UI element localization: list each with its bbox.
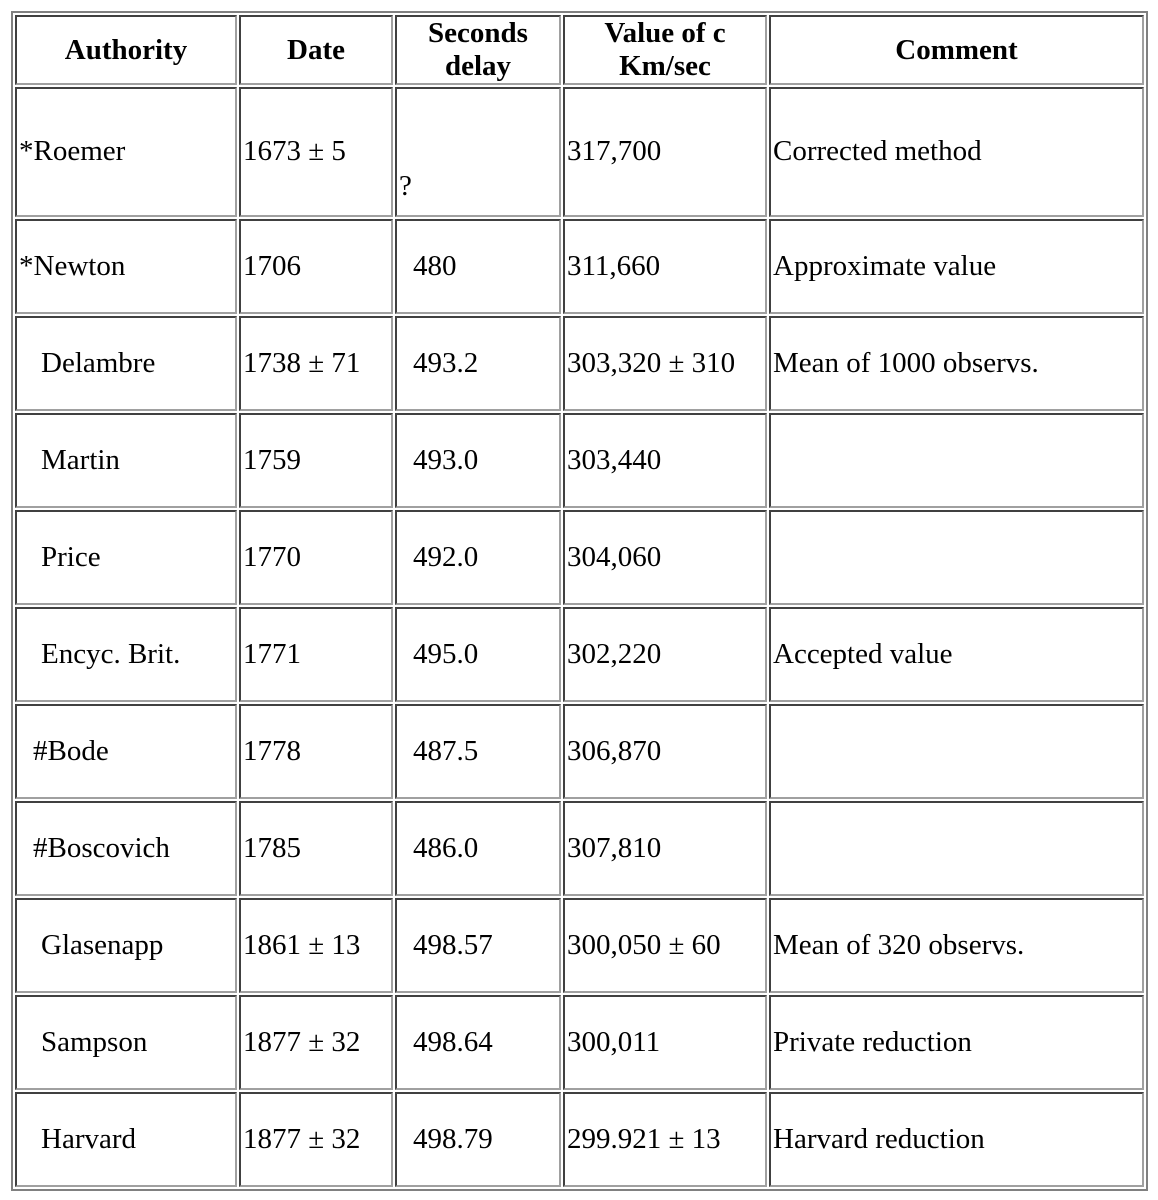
cell-date: 1738 ± 71	[239, 316, 393, 411]
table-row-encyc-brit	[15, 607, 1144, 702]
table-row-roemer	[15, 87, 1144, 217]
cell-authority: *Roemer	[15, 87, 237, 217]
cell-value: 304,060	[563, 510, 767, 605]
cell-authority: Martin	[15, 413, 237, 508]
cell-authority: *Newton	[15, 219, 237, 314]
cell-comment: Private reduction	[769, 995, 1144, 1090]
cell-authority: Delambre	[15, 316, 237, 411]
cell-delay: 492.0	[395, 510, 561, 605]
cell-value: 302,220	[563, 607, 767, 702]
header-authority: Authority	[15, 15, 237, 85]
cell-delay: 487.5	[395, 704, 561, 799]
table-row-price	[15, 510, 1144, 605]
cell-delay: 498.64	[395, 995, 561, 1090]
cell-date: 1771	[239, 607, 393, 702]
cell-authority: Sampson	[15, 995, 237, 1090]
header-value-line1: Value of c	[604, 17, 726, 49]
cell-delay: 495.0	[395, 607, 561, 702]
cell-delay: 493.2	[395, 316, 561, 411]
cell-value: 303,440	[563, 413, 767, 508]
table-row-newton	[15, 219, 1144, 314]
cell-delay: 493.0	[395, 413, 561, 508]
header-delay-line2: delay	[444, 50, 512, 82]
cell-value: 299.921 ± 13	[563, 1092, 767, 1187]
cell-value: 300,011	[563, 995, 767, 1090]
table-row-boscovich	[15, 801, 1144, 896]
header-delay	[395, 15, 561, 85]
cell-comment	[769, 510, 1144, 605]
table-row-bode	[15, 704, 1144, 799]
cell-delay: 498.79	[395, 1092, 561, 1187]
cell-value: 307,810	[563, 801, 767, 896]
table-row-delambre	[15, 316, 1144, 411]
cell-date: 1759	[239, 413, 393, 508]
cell-authority: #Bode	[15, 704, 237, 799]
header-value	[563, 15, 767, 85]
cell-date: 1785	[239, 801, 393, 896]
cell-delay: 498.57	[395, 898, 561, 993]
cell-date: 1861 ± 13	[239, 898, 393, 993]
cell-date: 1673 ± 5	[239, 87, 393, 217]
header-date: Date	[239, 15, 393, 85]
cell-delay: ?	[395, 87, 561, 217]
cell-date: 1778	[239, 704, 393, 799]
cell-value: 303,320 ± 310	[563, 316, 767, 411]
cell-delay: 486.0	[395, 801, 561, 896]
cell-authority: Harvard	[15, 1092, 237, 1187]
cell-value: 300,050 ± 60	[563, 898, 767, 993]
header-row	[15, 15, 1144, 85]
cell-authority: #Boscovich	[15, 801, 237, 896]
table-row-martin	[15, 413, 1144, 508]
cell-date: 1770	[239, 510, 393, 605]
cell-authority: Price	[15, 510, 237, 605]
cell-comment	[769, 413, 1144, 508]
cell-date: 1877 ± 32	[239, 995, 393, 1090]
cell-comment: Mean of 320 observs.	[769, 898, 1144, 993]
header-comment: Comment	[769, 15, 1144, 85]
cell-comment: Corrected method	[769, 87, 1144, 217]
cell-comment: Mean of 1000 observs.	[769, 316, 1144, 411]
cell-comment: Accepted value	[769, 607, 1144, 702]
cell-comment	[769, 801, 1144, 896]
cell-comment: Harvard reduction	[769, 1092, 1144, 1187]
table-row-harvard	[15, 1092, 1144, 1187]
cell-comment	[769, 704, 1144, 799]
cell-authority: Glasenapp	[15, 898, 237, 993]
cell-comment: Approximate value	[769, 219, 1144, 314]
cell-value: 311,660	[563, 219, 767, 314]
cell-date: 1706	[239, 219, 393, 314]
speed-of-light-table	[11, 11, 1148, 1191]
cell-value: 317,700	[563, 87, 767, 217]
header-delay-line1: Seconds	[428, 17, 528, 49]
header-value-line2: Km/sec	[619, 50, 711, 82]
table-row-glasenapp	[15, 898, 1144, 993]
cell-delay: 480	[395, 219, 561, 314]
table-row-sampson	[15, 995, 1144, 1090]
cell-date: 1877 ± 32	[239, 1092, 393, 1187]
cell-value: 306,870	[563, 704, 767, 799]
cell-authority: Encyc. Brit.	[15, 607, 237, 702]
